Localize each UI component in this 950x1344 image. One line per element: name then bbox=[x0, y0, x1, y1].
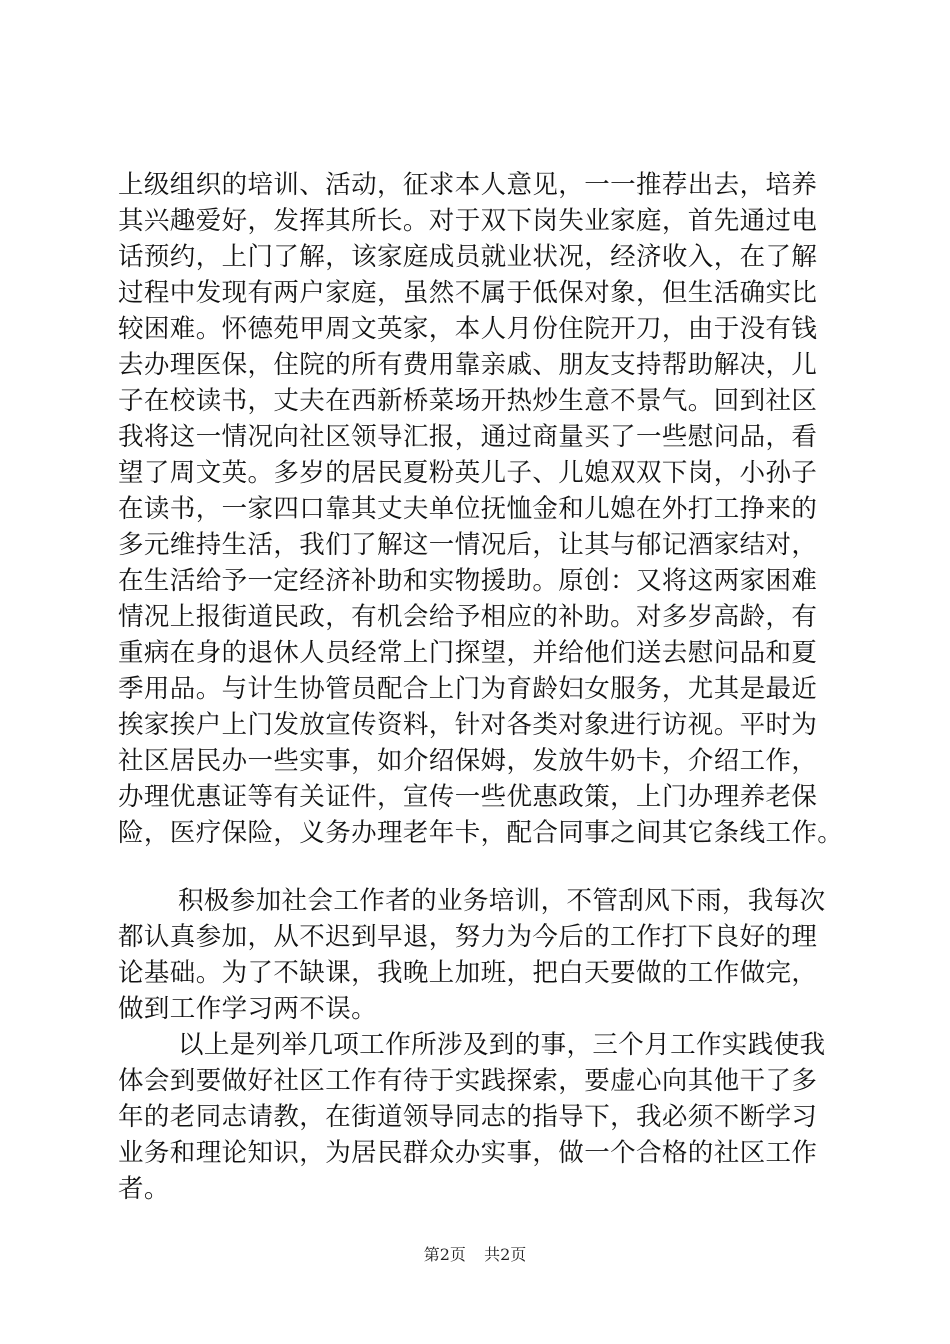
text-line: 去办理医保，住院的所有费用靠亲戚、朋友支持帮助解决，儿 bbox=[118, 350, 818, 380]
text-line: 望了周文英。多岁的居民夏粉英儿子、儿媳双双下岗，小孙子 bbox=[118, 458, 818, 488]
text-line: 我将这一情况向社区领导汇报，通过商量买了一些慰问品，看 bbox=[118, 422, 818, 452]
text-line: 话预约，上门了解，该家庭成员就业状况，经济收入，在了解 bbox=[118, 242, 818, 272]
text-line: 体会到要做好社区工作有待于实践探索，要虚心向其他干了多 bbox=[118, 1066, 818, 1096]
text-line: 在读书，一家四口靠其丈夫单位抚恤金和儿媳在外打工挣来的 bbox=[118, 494, 818, 524]
text-line: 论基础。为了不缺课，我晚上加班，把白天要做的工作做完， bbox=[118, 958, 818, 988]
text-line: 办理优惠证等有关证件，宣传一些优惠政策，上门办理养老保 bbox=[118, 782, 818, 812]
text-line: 上级组织的培训、活动，征求本人意见，一一推荐出去，培养 bbox=[118, 170, 818, 200]
text-line: 社区居民办一些实事，如介绍保姆，发放牛奶卡，介绍工作， bbox=[118, 746, 818, 776]
text-line: 业务和理论知识，为居民群众办实事，做一个合格的社区工作 bbox=[118, 1138, 818, 1168]
text-line: 过程中发现有两户家庭，虽然不属于低保对象，但生活确实比 bbox=[118, 278, 818, 308]
text-line: 子在校读书，丈夫在西新桥菜场开热炒生意不景气。回到社区 bbox=[118, 386, 818, 416]
text-line: 其兴趣爱好，发挥其所长。对于双下岗失业家庭，首先通过电 bbox=[118, 206, 818, 236]
text-line: 积极参加社会工作者的业务培训，不管刮风下雨，我每次 bbox=[178, 886, 826, 916]
text-line: 多元维持生活，我们了解这一情况后，让其与郁记酒家结对， bbox=[118, 530, 818, 560]
page-number: 第2页 bbox=[423, 1245, 466, 1264]
text-line: 季用品。与计生协管员配合上门为育龄妇女服务，尤其是最近 bbox=[118, 674, 818, 704]
page-total: 共2页 bbox=[484, 1245, 527, 1264]
text-line: 者。 bbox=[118, 1174, 170, 1204]
text-line: 情况上报街道民政，有机会给予相应的补助。对多岁高龄，有 bbox=[118, 602, 818, 632]
text-line: 做到工作学习两不误。 bbox=[118, 994, 378, 1024]
text-line: 重病在身的退休人员经常上门探望，并给他们送去慰问品和夏 bbox=[118, 638, 818, 668]
text-line: 以上是列举几项工作所涉及到的事，三个月工作实践使我 bbox=[178, 1030, 826, 1060]
page-footer bbox=[0, 1244, 950, 1266]
text-line: 在生活给予一定经济补助和实物援助。原创：又将这两家困难 bbox=[118, 566, 818, 596]
text-line: 挨家挨户上门发放宣传资料，针对各类对象进行访视。平时为 bbox=[118, 710, 818, 740]
text-line: 年的老同志请教，在街道领导同志的指导下，我必须不断学习 bbox=[118, 1102, 818, 1132]
text-line: 较困难。怀德苑甲周文英家，本人月份住院开刀，由于没有钱 bbox=[118, 314, 818, 344]
text-line: 险，医疗保险，义务办理老年卡，配合同事之间其它条线工作。 bbox=[118, 818, 844, 848]
text-line: 都认真参加，从不迟到早退，努力为今后的工作打下良好的理 bbox=[118, 922, 818, 952]
